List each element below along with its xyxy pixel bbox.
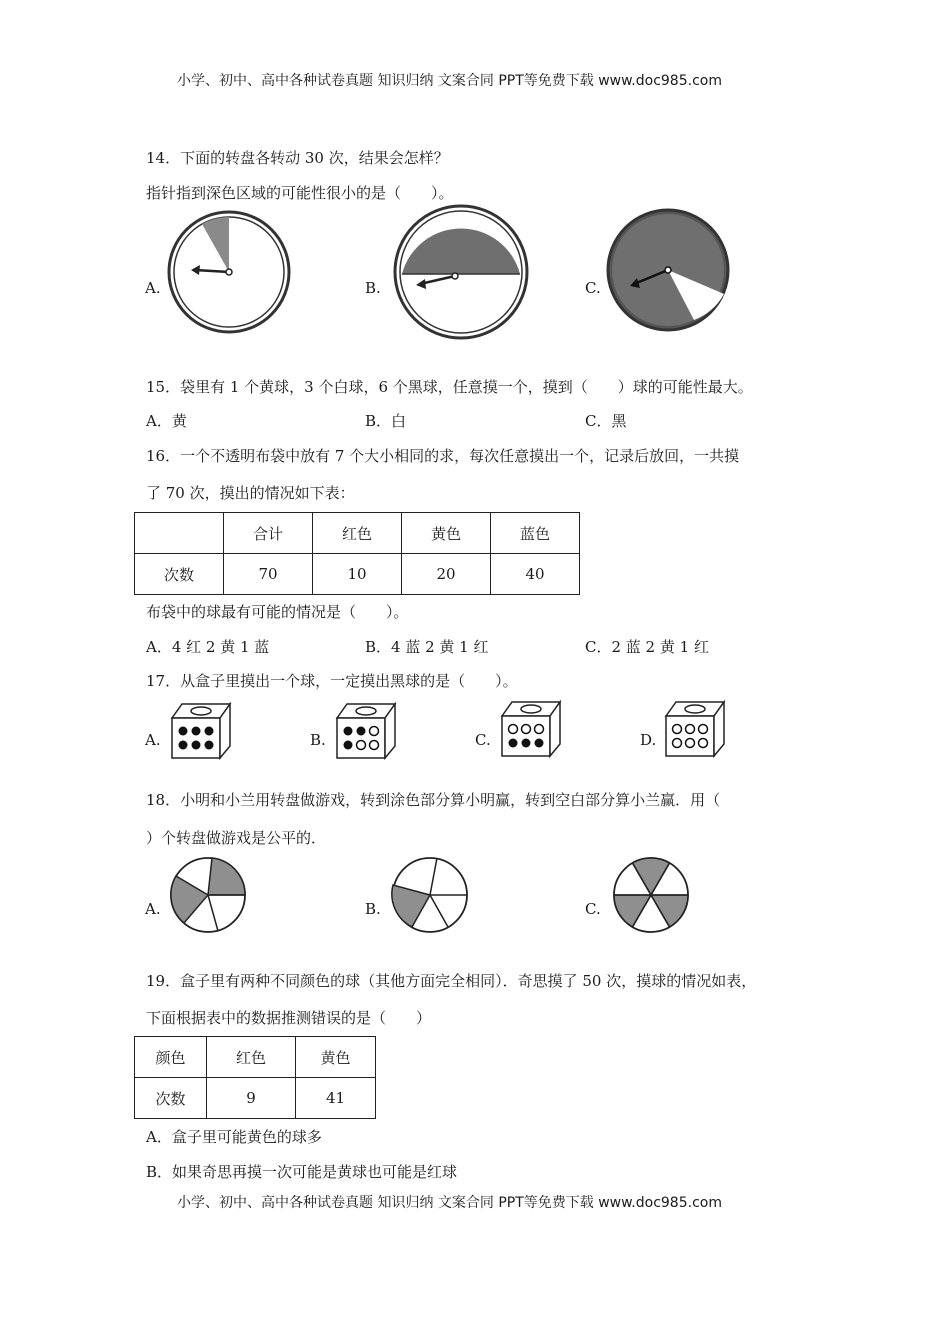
- spinner-a-icon: [169, 212, 289, 332]
- q19-stem-line1: 19．盒子里有两种不同颜色的球（其他方面完全相同）．奇思摸了 50 次，摸球的情况如表，: [146, 972, 757, 990]
- box-a-icon: [172, 704, 230, 758]
- box-b-icon: [337, 704, 395, 758]
- q14-label-a: A.: [145, 279, 161, 297]
- q18-stem-line2: ）个转盘做游戏是公平的．: [146, 829, 327, 847]
- q19-table-cell: 9: [207, 1078, 296, 1119]
- q19-table-cell: 次数: [135, 1078, 207, 1119]
- q16-table-cell: 70: [224, 554, 313, 595]
- pie-b-icon: [392, 858, 467, 932]
- spinner-c-icon: [608, 210, 728, 330]
- q15-option-a[interactable]: A．黄: [146, 412, 187, 430]
- q19-table-row: [135, 1078, 376, 1119]
- q19-table-header-row: [135, 1037, 376, 1078]
- q16-table-cell: 10: [313, 554, 402, 595]
- box-d-icon: [666, 702, 724, 756]
- q16-table-cell: 黄色: [402, 513, 491, 554]
- q16-table: [134, 512, 580, 595]
- q19-table-cell: 红色: [207, 1037, 296, 1078]
- q19-table: [134, 1036, 376, 1119]
- q16-table-cell: 40: [491, 554, 580, 595]
- q16-table-header-row: [135, 513, 580, 554]
- q16-table-cell: [135, 513, 224, 554]
- page-footer: 小学、初中、高中各种试卷真题 知识归纳 文案合同 PPT等免费下载 www.doc985.com: [177, 1195, 722, 1211]
- q15-option-c[interactable]: C．黑: [585, 412, 627, 430]
- q17-label-c: C.: [475, 731, 491, 749]
- q17-label-a: A.: [145, 731, 161, 749]
- q16-table-cell: 蓝色: [491, 513, 580, 554]
- q16-question: 布袋中的球最有可能的情况是（ ）。: [146, 603, 409, 621]
- q18-label-a: A.: [145, 900, 161, 918]
- q16-table-cell: 红色: [313, 513, 402, 554]
- pie-a-icon: [171, 858, 245, 932]
- q17-label-d: D.: [640, 731, 657, 749]
- q16-table-cell: 合计: [224, 513, 313, 554]
- q19-stem-line2: 下面根据表中的数据推测错误的是（ ）: [146, 1009, 432, 1027]
- q16-table-cell: 20: [402, 554, 491, 595]
- q16-stem-line2: 了 70 次，摸出的情况如下表：: [146, 484, 355, 502]
- q16-option-b[interactable]: B．4 蓝 2 黄 1 红: [365, 638, 489, 656]
- q19-table-cell: 41: [296, 1078, 376, 1119]
- box-c-icon: [502, 702, 560, 756]
- q14-stem: 14．下面的转盘各转动 30 次，结果会怎样？: [146, 149, 449, 167]
- q16-option-c[interactable]: C．2 蓝 2 黄 1 红: [585, 638, 709, 656]
- q18-stem-line1: 18．小明和小兰用转盘做游戏，转到涂色部分算小明赢，转到空白部分算小兰赢．用（: [146, 791, 721, 809]
- q17-stem: 17．从盒子里摸出一个球，一定摸出黑球的是（ ）。: [146, 672, 518, 690]
- q19-option-a[interactable]: A．盒子里可能黄色的球多: [146, 1128, 322, 1146]
- q15-stem: 15．袋里有 1 个黄球，3 个白球，6 个黑球，任意摸一个，摸到（ ）球的可能性最大。: [146, 378, 753, 396]
- spinner-b-icon: [395, 206, 527, 338]
- q17-label-b: B.: [310, 731, 326, 749]
- q14-sub: 指针指到深色区域的可能性很小的是（ ）。: [146, 184, 454, 202]
- q14-label-b: B.: [365, 279, 381, 297]
- q19-table-cell: 颜色: [135, 1037, 207, 1078]
- q16-table-row: [135, 554, 580, 595]
- q19-option-b[interactable]: B．如果奇思再摸一次可能是黄球也可能是红球: [146, 1163, 458, 1181]
- q15-option-b[interactable]: B．白: [365, 412, 407, 430]
- q18-label-c: C.: [585, 900, 601, 918]
- pie-c-icon: [614, 858, 688, 932]
- q16-table-cell: 次数: [135, 554, 224, 595]
- page-header: 小学、初中、高中各种试卷真题 知识归纳 文案合同 PPT等免费下载 www.doc985.com: [177, 73, 722, 89]
- q14-label-c: C.: [585, 279, 601, 297]
- q19-table-cell: 黄色: [296, 1037, 376, 1078]
- q18-label-b: B.: [365, 900, 381, 918]
- q16-stem-line1: 16．一个不透明布袋中放有 7 个大小相同的求，每次任意摸出一个，记录后放回，一共摸: [146, 447, 740, 465]
- q16-option-a[interactable]: A．4 红 2 黄 1 蓝: [146, 638, 270, 656]
